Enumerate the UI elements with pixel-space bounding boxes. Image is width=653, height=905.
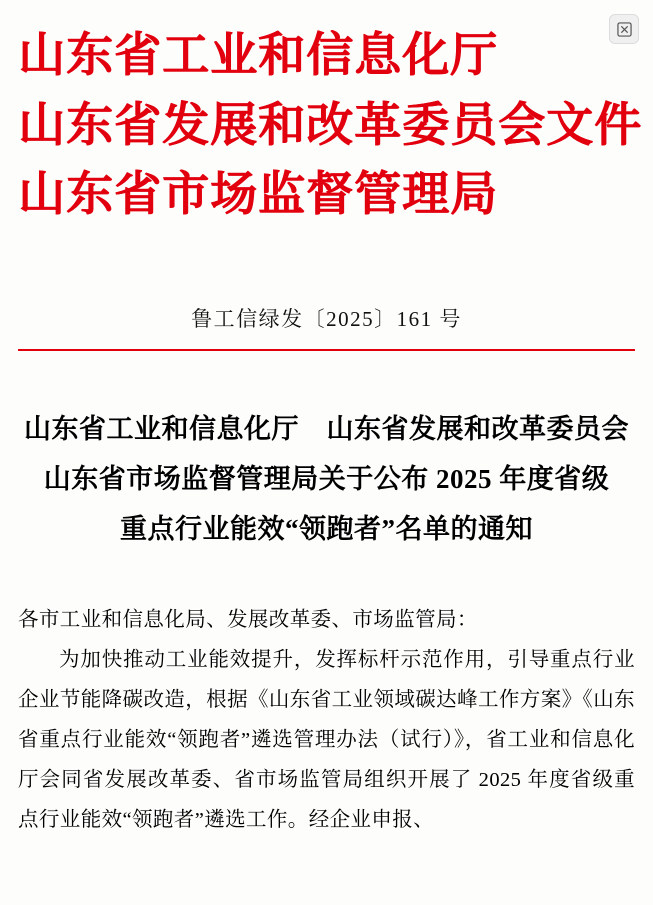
masthead-line-2: 山东省发展和改革委员会文件 xyxy=(18,99,642,152)
page-title xyxy=(18,405,635,555)
masthead xyxy=(18,0,642,231)
salutation: 各市工业和信息化局、发展改革委、市场监管局： xyxy=(18,608,478,631)
body-paragraph-1: 为加快推动工业能效提升，发挥标杆示范作用，引导重点行业企业节能降碳改造，根据《山东省工业领域碳达峰工作方案》《山东省重点行业能效“领跑者”遴选管理办法（试行）》，省工业和信息化厅会同省发展改革委、省市场监管局组织开展了 2025 年度省级重点行业能效“领跑者”遴选工作。经企业申报、 xyxy=(18,648,635,831)
page-title-line-1: 山东省工业和信息化厅 山东省发展和改革委员会 xyxy=(24,414,629,445)
masthead-line-1: 山东省工业和信息化厅 xyxy=(18,30,498,82)
page-title-line-2: 山东省市场监督管理局关于公布 2025 年度省级 xyxy=(43,464,610,495)
body-text xyxy=(18,601,635,841)
masthead-line-3: 山东省市场监督管理局 xyxy=(18,169,498,222)
red-divider-rule xyxy=(18,349,635,352)
document-number: 鲁工信绿发〔2025〕161 号 xyxy=(191,306,462,331)
page-title-line-3: 重点行业能效“领跑者”名单的通知 xyxy=(120,514,533,545)
close-expand-icon[interactable] xyxy=(609,14,639,44)
close-expand-glyph xyxy=(617,22,632,37)
